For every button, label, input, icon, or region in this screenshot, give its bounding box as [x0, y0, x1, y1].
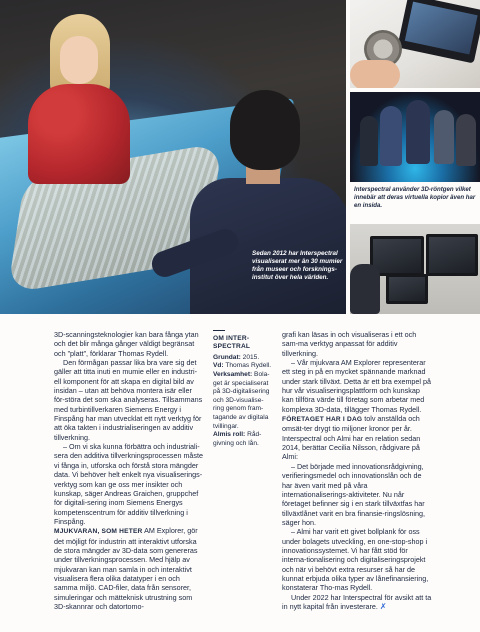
section-lead-in: FÖRETAGET HAR I DAG [282, 416, 363, 424]
girl-figure [10, 14, 130, 184]
paragraph: Den förmågan passar lika bra vare sig det gäller att titta inuti en mumie eller en industri-ell komponent för att skapa en digital bild av insidan – utan att behöva montera isär eller för-störa det som ska analyseras. Tillsammans med turbintillverkaren Siemens Energy i Finspång har man utvecklat ett nytt verktyg för att öka takten i industrialiseringen av additiv tillverkning. [54, 358, 203, 442]
paragraph: – Det började med innovationsrådgivning, verifieringsmedel och innovationslån och de har även varit med på våra internationaliserings-aktiviteter. Nu når företaget befinner sig i en stark tillväxtfas har tillväxtlånet varit en bra finansie-ringslösning, säger hon. [282, 461, 426, 527]
photo-group-at-display [350, 92, 480, 182]
fact-box-heading: OM INTER-SPECTRAL [213, 335, 251, 351]
paragraph: FÖRETAGET HAR I DAG tolv anställda och omsät-ter drygt tio miljoner kronor per år. Interspectral och Almi har en relation sedan 2014, berättar Cecilia Nilsson, rådgivare på Almi: [282, 414, 421, 462]
paragraph: – Vår mjukvara AM Explorer representerar ett steg in på en mycket spännande marknad under stark tillväxt. Detta är ett bra exempel på hur vår visualiseringsplattform och kunskap kan tillföra värde till företag som arbetar med komplexa 3D-data, tillägger Thomas Rydell. [282, 358, 432, 414]
photo-monitors-workstation [350, 224, 480, 314]
paragraph: MJUKVARAN, SOM HETER AM Explorer, gör det möjligt för industrin att interaktivt utforska de stora mängder av 3D-data som genereras under tillverkningsprocessen. Med hjälp av mjukvaran kan man samla in och interaktivt visualisera flera olika datatyper i en och samma miljö. CAD-filer, data från sensorer, simuleringar och mätteknisk utrustning som 3D-skannrar och datortomo- [54, 526, 198, 611]
paragraph: grafi kan läsas in och visualiseras i ett och sam-ma verktyg anpassat för additiv tillverkning. [282, 330, 417, 358]
photo-laptop-and-scanner [350, 0, 480, 88]
end-of-article-icon: ✗ [379, 601, 387, 611]
paragraph: – Almi har varit ett givet bollplank för oss under bolagets utveckling, en one-stop-shop i innovationssystemet. Vi har fått stöd för interna-tionalisering och digitaliseringsprojekt och när vi behövt extra resurser så har de kunnat erbjuda olika typer av lånefinansiering, konstaterar Tho-mas Rydell. [282, 527, 429, 593]
paragraph: 3D-scanningsteknologier kan bara fånga ytan och det blir många gånger väldigt begränsat och ”platt”, förklarar Thomas Rydell. [54, 330, 199, 358]
fact-box-sidebar [213, 330, 272, 448]
right-photo-caption: Interspectral använder 3D-röntgen vilket innebär att deras virtuella kopior även har en insida. [354, 186, 476, 209]
fact-business: Verksamhet: Bola-get är specialiserat på 3D-digitalisering och 3D-visualise-ring genom fram-tagande av digitala tvillingar. [213, 371, 270, 430]
fact-founded: Grundat: 2015. [213, 353, 260, 361]
fact-ceo: Vd: Thomas Rydell. [213, 362, 272, 370]
section-lead-in: MJUKVARAN, SOM HETER [54, 528, 143, 536]
paragraph: – Om vi ska kunna förbättra och industriali-sera den additiva tillverkningsprocessen måste vi fånga in, utforska och förstå stora mängder data. Vi behöver helt enkelt nya visualiserings-verktyg som kan ge oss mer insikter och kunskap, säger Andreas Graichen, gruppchef för digitali-sering inom Siemens Energys kompetenscentrum för additiv tillverkning i Finspång. [54, 442, 204, 526]
fact-almi-role: Almis roll: Råd-givning och lån. [213, 431, 262, 447]
main-photo-caption: Sedan 2012 har Interspectral visualiserat mer än 30 mumier från museer och forsknings-institut över hela världen. [252, 250, 343, 281]
divider [213, 330, 225, 331]
main-photo-children-at-touch-table [0, 0, 346, 314]
article-column-left [54, 330, 204, 611]
paragraph: Under 2022 har Interspectral för avsikt att ta in nytt kapital från investerare. ✗ [282, 592, 432, 611]
article-column-right [282, 330, 432, 611]
